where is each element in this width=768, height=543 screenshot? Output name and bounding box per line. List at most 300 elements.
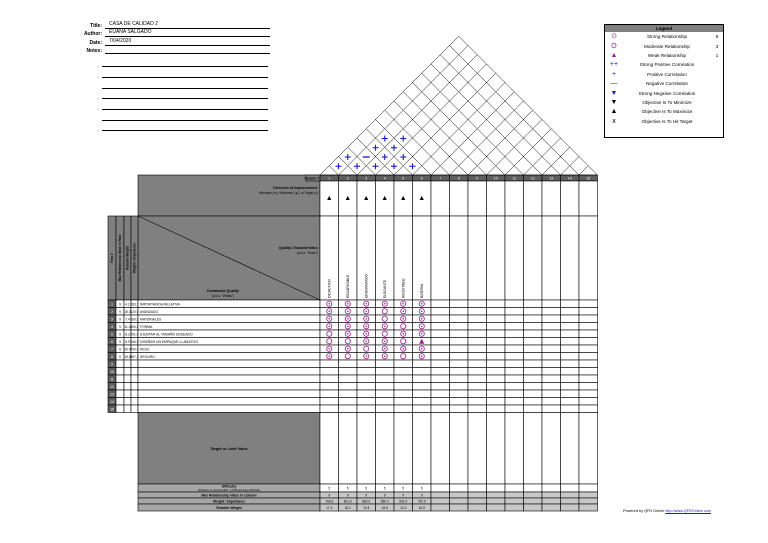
relationship-cell	[542, 383, 561, 391]
relationship-cell	[394, 398, 413, 406]
row-side-cell	[116, 360, 124, 368]
relationship-cell	[413, 368, 432, 376]
relationship-cell	[394, 360, 413, 368]
row-value: 283.1	[130, 302, 139, 307]
target-cell	[468, 413, 487, 485]
roof-grid-line	[542, 147, 570, 175]
relationship-cell	[561, 345, 580, 353]
demanded-quality-label: AJUSTAR AL TAMAÑO DESEADO	[140, 332, 193, 337]
demanded-quality-cell	[138, 323, 320, 331]
difficulty-cell	[468, 484, 487, 492]
relationship-cell	[413, 390, 432, 398]
difficulty-cell	[431, 484, 450, 492]
quality-characteristic-label: RESISTIBLE	[401, 278, 406, 298]
relationship-cell	[413, 398, 432, 406]
strong-relationship-dot	[328, 303, 330, 305]
relationship-cell	[561, 353, 580, 361]
row-number: 3	[111, 317, 113, 322]
strong-relationship-dot	[421, 318, 423, 320]
relative-weight-value: 16.5	[418, 505, 425, 510]
demanded-quality-label: AVANZADO	[140, 310, 159, 314]
row-side-cell	[116, 375, 124, 383]
row-number: 6	[111, 340, 113, 344]
roof-grid-line	[366, 129, 412, 175]
relationship-cell	[431, 353, 450, 361]
row-value: 291.0	[130, 332, 139, 337]
relationship-cell	[431, 300, 450, 308]
weight-importance-value: 883.0	[362, 499, 371, 504]
row-value: 9	[119, 302, 121, 307]
column-number: 14	[567, 176, 572, 181]
row-value: 20.0	[124, 347, 131, 352]
row-value: 260.0	[130, 317, 139, 322]
relationship-cell	[487, 383, 506, 391]
strong-relationship-dot	[365, 355, 367, 357]
difficulty-value: 5	[402, 486, 405, 491]
row-side-cell	[124, 390, 131, 398]
strong-relationship-dot	[347, 348, 349, 350]
column-number: 15	[586, 176, 591, 181]
row-number: 7	[111, 347, 113, 352]
target-cell	[561, 413, 580, 485]
weight-importance-cell	[542, 498, 561, 504]
max-relationship-value: 9	[383, 493, 386, 498]
relationship-cell	[505, 300, 524, 308]
relationship-cell	[561, 300, 580, 308]
relationship-cell	[394, 368, 413, 376]
quality-characteristic-cell	[561, 216, 580, 300]
relationship-cell	[450, 323, 469, 331]
row-value: 400.0	[130, 325, 139, 329]
relationship-cell	[542, 405, 561, 413]
max-relationship-cell	[468, 492, 487, 498]
relationship-cell	[579, 383, 598, 391]
max-relationship-cell	[561, 492, 580, 498]
relationship-cell	[339, 375, 358, 383]
row-value: 9	[119, 332, 121, 337]
relationship-cell	[542, 315, 561, 323]
relative-weight-cell	[579, 504, 598, 511]
relationship-cell	[320, 360, 339, 368]
demanded-quality-cell	[138, 308, 320, 316]
demanded-quality-cell	[138, 405, 320, 413]
max-relationship-value: 9	[328, 493, 331, 498]
relationship-cell	[320, 398, 339, 406]
relationship-cell	[468, 330, 487, 338]
relationship-cell	[542, 330, 561, 338]
roof-grid-line	[320, 36, 459, 175]
row-value: 9	[119, 310, 121, 314]
demanded-quality-label: SEGURO	[140, 355, 155, 359]
max-relationship-cell	[450, 492, 469, 498]
quality-title: Quality Characteristics	[278, 246, 318, 250]
row-number: 4	[111, 325, 113, 329]
relationship-cell	[450, 383, 469, 391]
direction-title: Direction of Improvement:	[273, 186, 318, 190]
difficulty-cell	[505, 484, 524, 492]
weight-importance-cell	[450, 498, 469, 504]
legend-label: Strong Relationship	[646, 34, 688, 40]
objective-maximize-icon: ▲	[344, 195, 352, 202]
row-value: 6.9	[125, 340, 130, 344]
row-number: 2	[111, 310, 113, 314]
relationship-cell	[450, 338, 469, 346]
row-side-cell	[131, 405, 138, 413]
relationship-cell	[487, 308, 506, 316]
demanded-quality-cell	[138, 398, 320, 406]
legend-value: 3	[715, 43, 719, 49]
max-relationship-cell	[542, 492, 561, 498]
row-side-cell	[124, 398, 131, 406]
relationship-cell	[505, 338, 524, 346]
relationship-cell	[357, 405, 376, 413]
strong-relationship-dot	[402, 333, 404, 335]
relationship-cell	[468, 353, 487, 361]
relationship-cell	[524, 323, 543, 331]
relationship-cell	[320, 368, 339, 376]
strong-relationship-dot	[402, 318, 404, 320]
date-label: Date:	[89, 39, 102, 46]
row-value: 11.4	[124, 325, 131, 329]
roof-grid-line	[468, 110, 533, 175]
max-relationship-cell	[431, 492, 450, 498]
relationship-cell	[542, 398, 561, 406]
relative-weight-cell	[468, 504, 487, 511]
target-cell	[542, 413, 561, 485]
strong-relationship-dot	[365, 303, 367, 305]
row-number: 15	[110, 407, 114, 412]
relationship-cell	[339, 383, 358, 391]
demanded-title: Demanded Quality	[207, 289, 239, 293]
strong-relationship-dot	[365, 340, 367, 342]
quality-characteristic-label: BATERIA	[419, 283, 424, 298]
demanded-quality-cell	[138, 390, 320, 398]
quality-characteristic-label: DIDACTICO	[327, 279, 332, 298]
relationship-cell	[524, 338, 543, 346]
relationship-cell	[431, 360, 450, 368]
demanded-quality-label: PESO	[140, 347, 150, 352]
row-side-cell	[131, 383, 138, 391]
weak-relationship-icon: ▲	[610, 51, 618, 59]
row-side-cell	[124, 375, 131, 383]
relationship-cell	[505, 315, 524, 323]
relationship-cell	[524, 383, 543, 391]
relationship-cell	[579, 353, 598, 361]
footer-link[interactable]: http://www.QFDOnline.com	[665, 509, 712, 513]
weight-importance-cell	[561, 498, 580, 504]
relationship-cell	[487, 338, 506, 346]
relationship-cell	[394, 375, 413, 383]
relationship-cell	[431, 375, 450, 383]
author-label: Author:	[83, 31, 102, 37]
row-value: 9	[119, 355, 121, 359]
relationship-cell	[468, 398, 487, 406]
legend-label: Negative Correlation	[646, 81, 688, 87]
weight-importance-cell	[468, 498, 487, 504]
weight-importance-value: 766.8	[325, 499, 334, 504]
relationship-cell	[468, 338, 487, 346]
relationship-cell	[505, 368, 524, 376]
relationship-cell	[357, 360, 376, 368]
strong-relationship-dot	[347, 310, 349, 312]
demanded-sub: (a.k.a. "Whats")	[211, 294, 235, 298]
direction-cell	[524, 181, 543, 216]
target-cell	[320, 413, 339, 485]
relationship-cell	[542, 353, 561, 361]
weight-importance-cell	[487, 498, 506, 504]
strong-relationship-dot	[347, 333, 349, 335]
strong-negative-correlation-icon: ▼	[610, 89, 618, 97]
direction-cell	[487, 181, 506, 216]
relationship-cell	[376, 375, 395, 383]
row-number: 1	[111, 302, 113, 307]
column-number: 13	[549, 176, 554, 181]
relative-weight-cell	[561, 504, 580, 511]
difficulty-value: 5	[383, 486, 386, 491]
relationship-cell	[487, 353, 506, 361]
row-value: 9	[119, 347, 121, 352]
direction-cell	[579, 181, 598, 216]
relative-weight-value: 18.2	[344, 505, 351, 510]
direction-cell	[431, 181, 450, 216]
positive-correlation-icon: +	[611, 70, 617, 78]
relationship-cell	[487, 398, 506, 406]
relative-weight-value: 19.8	[363, 505, 370, 510]
strong-relationship-dot	[365, 318, 367, 320]
strong-relationship-dot	[384, 355, 386, 357]
strong-relationship-dot	[365, 310, 367, 312]
relative-weight-cell	[431, 504, 450, 511]
relationship-cell	[450, 315, 469, 323]
relationship-cell	[561, 338, 580, 346]
side-header-label: Relative Weight	[125, 246, 130, 270]
relationship-cell	[450, 405, 469, 413]
relationship-cell	[505, 308, 524, 316]
strong-relationship-dot	[328, 355, 330, 357]
relationship-cell	[468, 345, 487, 353]
strong-relationship-dot	[365, 333, 367, 335]
relationship-cell	[579, 323, 598, 331]
strong-positive-correlation-icon: ++	[609, 61, 619, 69]
row-value: 246.5	[130, 340, 139, 344]
strong-relationship-dot	[421, 325, 423, 327]
strong-relationship-dot	[421, 310, 423, 312]
relationship-cell	[579, 405, 598, 413]
demanded-quality-cell	[138, 345, 320, 353]
relationship-cell	[524, 330, 543, 338]
strong-relationship-dot	[421, 303, 423, 305]
direction-cell	[542, 181, 561, 216]
target-label: Target or Limit Value	[210, 446, 248, 451]
relationship-cell	[505, 323, 524, 331]
difficulty-cell	[450, 484, 469, 492]
legend-label: Objective Is To Maximize	[641, 109, 693, 115]
relationship-cell	[542, 375, 561, 383]
author-value: EUANA SALGADO	[105, 29, 270, 37]
row-side-cell	[131, 368, 138, 376]
weight-importance-value: 752.5	[417, 499, 426, 504]
direction-sub: Minimize (▼), Maximize (▲), or Target (x)	[258, 191, 318, 195]
relationship-cell	[561, 405, 580, 413]
difficulty-sub: (0=Easy to Accomplish, 10=Extremely Difficult)	[197, 488, 261, 492]
strong-relationship-dot	[347, 303, 349, 305]
title-label: Title:	[90, 22, 102, 29]
target-cell	[450, 413, 469, 485]
relationship-cell	[450, 375, 469, 383]
relationship-cell	[450, 390, 469, 398]
demanded-quality-cell	[138, 368, 320, 376]
relationship-cell	[524, 345, 543, 353]
column-number: 10	[493, 176, 498, 181]
relationship-cell	[579, 368, 598, 376]
roof-grid-line	[357, 55, 477, 175]
quality-characteristic-cell	[505, 216, 524, 300]
demanded-quality-label: DISEÑAR UN EMPAQUE LLAMATIVO	[140, 340, 199, 344]
relationship-cell	[376, 405, 395, 413]
footer-credit	[623, 509, 711, 513]
strong-relationship-dot	[421, 355, 423, 357]
relative-weight-cell	[524, 504, 543, 511]
relationship-cell	[579, 315, 598, 323]
roof-grid-line	[403, 92, 486, 175]
relationship-cell	[579, 300, 598, 308]
weight-importance-cell	[579, 498, 598, 504]
legend-label: Moderate Relationship	[644, 43, 690, 49]
strong-relationship-icon: ⊙	[611, 33, 617, 41]
quality-characteristic-cell	[450, 216, 469, 300]
row-value: 4.1	[125, 302, 130, 307]
weight-importance-value: 856.4	[380, 499, 389, 504]
roof-grid-line	[505, 129, 551, 175]
objective-minimize-icon: ▼	[610, 98, 618, 106]
row-side-cell	[116, 383, 124, 391]
roof-grid-line	[440, 55, 560, 175]
relationship-cell	[505, 353, 524, 361]
relationship-cell	[339, 368, 358, 376]
relationship-cell	[524, 390, 543, 398]
quality-characteristic-label: ERGONOMICO	[364, 274, 369, 298]
relationship-cell	[561, 308, 580, 316]
relationship-cell	[450, 330, 469, 338]
relationship-cell	[394, 405, 413, 413]
relationship-cell	[524, 368, 543, 376]
column-number: 8	[457, 176, 460, 181]
relationship-cell	[579, 398, 598, 406]
relationship-cell	[561, 323, 580, 331]
column-number: 12	[530, 176, 535, 181]
max-relationship-value: 9	[346, 493, 349, 498]
strong-relationship-dot	[402, 348, 404, 350]
relative-weight-cell	[505, 504, 524, 511]
relationship-cell	[524, 405, 543, 413]
relationship-cell	[542, 390, 561, 398]
relationship-cell	[487, 368, 506, 376]
target-cell	[413, 413, 432, 485]
target-cell	[524, 413, 543, 485]
legend-value: 1	[715, 52, 719, 58]
relationship-cell	[450, 353, 469, 361]
target-cell	[579, 413, 598, 485]
quality-characteristic-cell	[468, 216, 487, 300]
row-number: 13	[110, 392, 114, 397]
strong-relationship-dot	[402, 303, 404, 305]
max-relationship-value: 9	[420, 493, 423, 498]
difficulty-value: 5	[346, 486, 349, 491]
target-cell	[487, 413, 506, 485]
weight-importance-value: 801.6	[343, 499, 352, 504]
row-side-cell	[124, 368, 131, 376]
strong-relationship-dot	[328, 325, 330, 327]
side-header-label: Row #	[110, 253, 115, 263]
side-header-label: Weight / Importance	[132, 242, 137, 274]
relative-weight-label: Relative Weight	[216, 505, 242, 510]
demanded-quality-label: FORMA	[140, 325, 153, 329]
relationship-cell	[524, 300, 543, 308]
relationship-cell	[376, 368, 395, 376]
relationship-cell	[468, 300, 487, 308]
relationship-cell	[561, 368, 580, 376]
demanded-quality-label: MATERIALES	[140, 317, 162, 322]
relationship-cell	[542, 345, 561, 353]
relationship-cell	[524, 308, 543, 316]
relationship-cell	[542, 308, 561, 316]
relationship-cell	[394, 390, 413, 398]
demanded-quality-cell	[138, 360, 320, 368]
quality-characteristic-cell	[487, 216, 506, 300]
quality-characteristic-cell	[579, 216, 598, 300]
relationship-cell	[468, 375, 487, 383]
difficulty-value: 5	[365, 486, 368, 491]
weight-importance-cell	[505, 498, 524, 504]
difficulty-cell	[561, 484, 580, 492]
relationship-cell	[450, 398, 469, 406]
relationship-cell	[376, 360, 395, 368]
demanded-quality-label: IMPORTANCIA RELATIVA	[140, 302, 180, 307]
strong-relationship-dot	[384, 348, 386, 350]
difficulty-cell	[542, 484, 561, 492]
relative-weight-cell	[487, 504, 506, 511]
row-side-cell	[131, 398, 138, 406]
relationship-cell	[579, 330, 598, 338]
quality-characteristic-label: RECARGABLE	[345, 274, 350, 298]
target-cell	[505, 413, 524, 485]
row-number: 5	[111, 332, 113, 337]
relative-weight-value: 18.8	[381, 505, 388, 510]
roof-grid-line	[329, 166, 338, 175]
max-relationship-label: Max Relationship Value in Column	[201, 493, 257, 498]
relationship-cell	[579, 390, 598, 398]
relationship-cell	[542, 360, 561, 368]
direction-header-cell	[138, 175, 320, 216]
relationship-cell	[487, 345, 506, 353]
relationship-cell	[320, 383, 339, 391]
difficulty-cell	[524, 484, 543, 492]
relationship-cell	[450, 368, 469, 376]
relationship-cell	[579, 338, 598, 346]
row-value: 697.2	[130, 355, 139, 359]
relationship-cell	[468, 323, 487, 331]
relationship-cell	[487, 390, 506, 398]
relationship-cell	[339, 398, 358, 406]
roof-grid-line	[394, 73, 496, 175]
target-cell	[339, 413, 358, 485]
strong-relationship-dot	[328, 348, 330, 350]
relationship-cell	[505, 360, 524, 368]
legend-label: Strong Negative Correlation	[638, 90, 696, 96]
row-side-cell	[131, 360, 138, 368]
relationship-cell	[561, 315, 580, 323]
relationship-cell	[524, 375, 543, 383]
